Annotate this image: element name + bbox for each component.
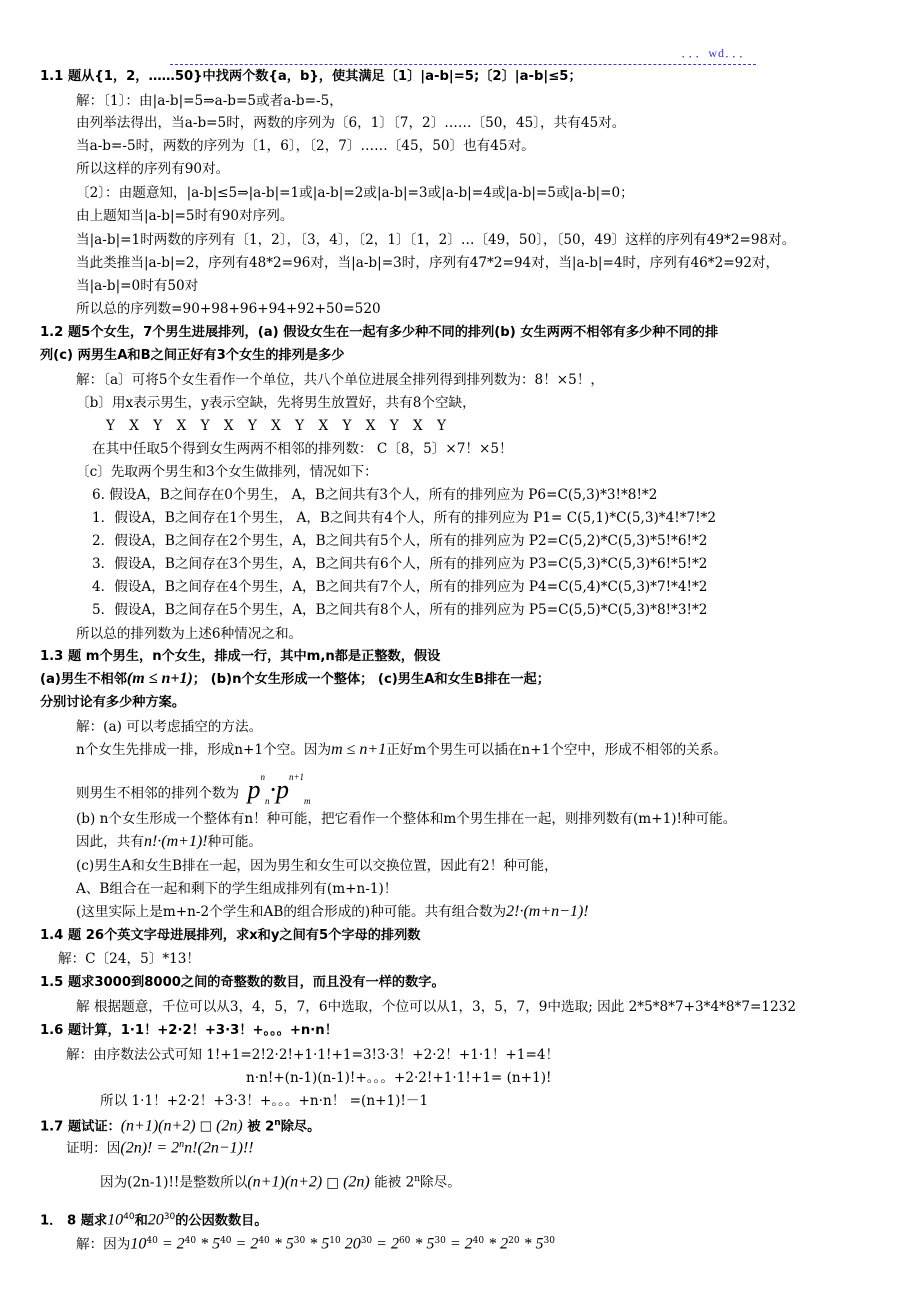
text-fragment: 证明：因	[66, 1140, 121, 1157]
text-fragment: 则男生不相邻的排列个数为	[76, 785, 240, 802]
text-fragment: 1.7 题试证：	[40, 1119, 121, 1135]
math: * 5	[305, 1235, 330, 1253]
text-line: 所以总的序列数=90+98+96+94+92+50=520	[76, 301, 381, 317]
text-line: 所以总的排列数为上述6种情况之和。	[76, 626, 303, 642]
case-line: 3．假设A，B之间存在3个男生，A，B之间共有6个人，所有的排列应为 P3=C(5,3)*C(5,3)*6!*5!*2	[92, 556, 708, 572]
problem-1-5-title: 1.5 题求3000到8000之间的奇整数的数目，而且没有一样的数字。	[40, 975, 445, 990]
superscript: 40	[472, 1236, 485, 1246]
problem-1-2-title: 1.2 题5个女生，7个男生进展排列，(a) 假设女生在一起有多少种不同的排列(b) 女生两两不相邻有多少种不同的排	[40, 325, 719, 340]
perm-sup: n	[260, 772, 265, 782]
problem-1-1-title: 1.1 题从{1，2，……50}中找两个数{a，b}，使其满足〔1〕|a-b|=5;〔2〕|a-b|≤5；	[40, 69, 582, 84]
missing-glyph-box: □	[326, 1174, 340, 1191]
xy-sequence: Y X Y X Y X Y X Y X Y X Y X Y	[106, 418, 447, 434]
dot: ·	[269, 774, 276, 804]
text-line: 解：〔1〕：由|a-b|=5⇒a-b=5或者a-b=-5，	[76, 93, 343, 109]
case-line: 4．假设A，B之间存在4个男生，A，B之间共有7个人，所有的排列应为 P4=C(5,4)*C(5,3)*7!*4!*2	[92, 579, 708, 595]
text-fragment: 1． 8 题求	[40, 1213, 108, 1229]
header-mark: ．．．wd．．．	[681, 46, 752, 60]
math-base: 10	[107, 1211, 124, 1229]
perm-formula	[247, 772, 311, 806]
text-line: 解 根据题意，千位可以从3，4，5，7，6中选取，个位可以从1，3，5，7，9中选取; 因此 2*5*8*7+3*4*8*7=1232	[76, 999, 796, 1015]
text-line	[100, 1170, 461, 1192]
math-formula: (n+1)(n+2)	[120, 1117, 196, 1135]
superscript: n	[179, 1139, 185, 1150]
math: 20	[340, 1235, 361, 1253]
parts-b-c: ； (b)n个女生形成一个整体； (c)男生A和女生B排在一起；	[192, 672, 550, 687]
text-line: 〔b〕用x表示男生，y表示空缺，先将男生放置好，共有8个空缺，	[76, 395, 476, 411]
math: 10	[130, 1235, 147, 1253]
perm-sub: m	[304, 795, 311, 806]
text-line: 由上题知当|a-b|=5时有90对序列。	[76, 208, 294, 224]
superscript: 20	[508, 1236, 520, 1246]
math: * 5	[196, 1235, 221, 1253]
case-line: 6. 假设A，B之间存在0个男生， A，B之间共有3个人，所有的排列应为 P6=C(5,3)*3!*8!*2	[92, 487, 658, 503]
text-line: 解：(a) 可以考虑插空的方法。	[76, 719, 263, 735]
case-line: 1．假设A，B之间存在1个男生， A，B之间共有4个人，所有的排列应为 P1= C(5,1)*C(5,3)*4!*7!*2	[92, 510, 717, 526]
text-line: 〔c〕先取两个男生和3个女生做排列，情况如下：	[76, 464, 378, 480]
case-line: 2．假设A，B之间存在2个男生，A，B之间共有5个人，所有的排列应为 P2=C(5,2)*C(5,3)*5!*6!*2	[92, 533, 708, 549]
text-fragment: 因为(2n-1)!!是整数所以	[100, 1174, 248, 1191]
text-fragment: (这里实际上是m+n-2个学生和AB的组合形成的)种可能。共有组合数为	[76, 904, 507, 920]
math: * 5	[410, 1235, 435, 1253]
superscript: 60	[398, 1236, 411, 1246]
text-line: 当a-b=-5时，两数的序列为〔1，6〕，〔2，7〕……〔45，50〕也有45对。	[76, 138, 535, 154]
superscript: 10	[329, 1236, 341, 1246]
superscript: 40	[220, 1236, 232, 1246]
math-formula: (2n)! = 2	[120, 1139, 180, 1157]
math-base: 20	[147, 1211, 164, 1229]
text-line: 在其中任取5个得到女生两两不相邻的排列数： C〔8，5〕×7！×5！	[92, 441, 513, 457]
math-m-le-n1: (m ≤ n+1)	[126, 670, 193, 687]
text-line: 解：〔a〕可将5个女生看作一个单位，共八个单位进展全排列得到排列数为：8！×5！，	[76, 372, 605, 388]
text-line: 解：C〔24，5〕*13！	[58, 951, 201, 967]
text-fragment: 除尽。	[280, 1119, 321, 1135]
perm-symbol: p	[275, 774, 289, 804]
perm-sub: n	[264, 795, 270, 806]
math: = 2	[231, 1235, 259, 1253]
text-fragment: 的公因数数目。	[175, 1213, 268, 1229]
text-fragment: 除尽。	[420, 1174, 461, 1191]
text-line	[76, 833, 262, 851]
problem-1-2-title-cont: 列(c) 两男生A和B之间正好有3个女生的排列是多少	[40, 348, 345, 363]
text-line: (b) n个女生形成一个整体有n！种可能，把它看作一个整体和m个男生排在一起，则排列数有(m+1)!种可能。	[76, 811, 737, 827]
text-line: 当此类推当|a-b|=2，序列有48*2=96对，当|a-b|=3时，序列有47*2=94对，当|a-b|=4时，序列有46*2=92对，	[76, 255, 780, 271]
text-fragment: 种可能。	[207, 834, 263, 850]
superscript: 30	[543, 1236, 555, 1246]
text-line: 由列举法得出，当a-b=5时，两数的序列为〔6，1〕〔7，2〕……〔50，45〕，共有45对。	[76, 115, 626, 131]
math: = 2	[445, 1235, 473, 1253]
problem-1-3-part-a	[40, 670, 550, 689]
perm-symbol: p	[247, 774, 261, 804]
math: * 5	[269, 1235, 294, 1253]
superscript: n	[414, 1174, 421, 1184]
text-line: A、B组合在一起和剩下的学生组成排列有(m+n-1)！	[76, 881, 398, 897]
text-fragment: 能被 2	[374, 1174, 415, 1191]
math-formula: (2n)	[343, 1173, 370, 1191]
text-fragment: 被 2	[247, 1119, 275, 1135]
text-line	[76, 741, 727, 759]
case-line: 5．假设A，B之间存在5个男生，A，B之间共有8个人，所有的排列应为 P5=C(5,5)*C(5,3)*8!*3!*2	[92, 602, 708, 618]
math-formula: n!·(m+1)!	[143, 833, 208, 850]
superscript: 40	[146, 1236, 158, 1246]
text-line	[76, 770, 311, 816]
superscript: 40	[184, 1236, 197, 1246]
perm-sup: n+1	[288, 772, 305, 782]
math-m-le-n1: m ≤ n+1	[331, 741, 387, 758]
text-line	[66, 1136, 254, 1158]
math-formula: (2n)	[216, 1117, 243, 1135]
problem-1-7-title	[40, 1114, 320, 1136]
part-a-label: (a)男生不相邻	[40, 672, 127, 687]
math: * 2	[484, 1235, 509, 1253]
problem-1-4-title: 1.4 题 26个英文字母进展排列，求x和y之间有5个字母的排列数	[40, 928, 421, 943]
text-fragment: 正好m个男生可以插在n+1个空中，形成不相邻的关系。	[386, 742, 727, 758]
math-formula: n!(2n−1)!!	[184, 1139, 254, 1157]
math-formula: (n+1)(n+2)	[247, 1173, 323, 1191]
text-line: 所以 1·1！+2·2！+3·3！+。。。+n·n！ =(n+1)!－1	[100, 1093, 429, 1109]
math: = 2	[372, 1235, 399, 1253]
text-line: 〔2〕：由题意知，|a-b|≤5⇒|a-b|=1或|a-b|=2或|a-b|=3或|a-b|=4或|a-b|=5或|a-b|=0；	[76, 185, 634, 201]
problem-1-8-title	[40, 1208, 268, 1230]
text-line: 当|a-b|=0时有50对	[76, 278, 199, 294]
superscript: 30	[293, 1236, 306, 1246]
text-fragment: 解：因为	[76, 1236, 131, 1253]
text-line	[76, 903, 589, 921]
superscript: 40	[258, 1236, 270, 1246]
superscript: n	[274, 1118, 281, 1128]
superscript: 30	[360, 1236, 373, 1246]
text-line: 解：由序数法公式可知 1!+1=2!2·2!+1·1!+1=3!3·3！+2·2！+1·1！+1=4！	[66, 1047, 560, 1063]
text-fragment: n个女生先排成一排，形成n+1个空。因为	[76, 742, 332, 758]
superscript: 40	[123, 1212, 135, 1222]
text-line: (c)男生A和女生B排在一起，因为男生和女生可以交换位置，因此有2！种可能，	[76, 858, 558, 874]
text-line: 所以这样的序列有90对。	[76, 161, 230, 177]
text-fragment: 因此，共有	[76, 834, 144, 850]
superscript: 30	[163, 1212, 176, 1222]
missing-glyph-box: □	[199, 1119, 213, 1135]
math: = 2	[157, 1235, 185, 1253]
problem-1-3-discuss: 分别讨论有多少种方案。	[40, 695, 186, 710]
text-line	[76, 1232, 555, 1254]
math: * 5	[519, 1235, 544, 1253]
text-line: n·n!+(n-1)(n-1)!+。。。+2·2!+1·1!+1= (n+1)!	[246, 1070, 552, 1086]
problem-1-6-title: 1.6 题计算，1·1！+2·2！+3·3！+。。。+n·n！	[40, 1023, 338, 1038]
superscript: 30	[434, 1236, 446, 1246]
text-line: 当|a-b|=1时两数的序列有〔1，2〕，〔3，4〕，〔2，1〕〔1，2〕…〔49，50〕，〔50，49〕这样的序列有49*2=98对。	[76, 232, 796, 248]
text-fragment: 和	[134, 1213, 148, 1229]
math-formula: 2!·(m+n−1)!	[506, 903, 589, 920]
problem-1-3-title: 1.3 题 m个男生，n个女生，排成一行，其中m,n都是正整数，假设	[40, 649, 441, 664]
page-header-dashed-rule	[170, 44, 756, 65]
